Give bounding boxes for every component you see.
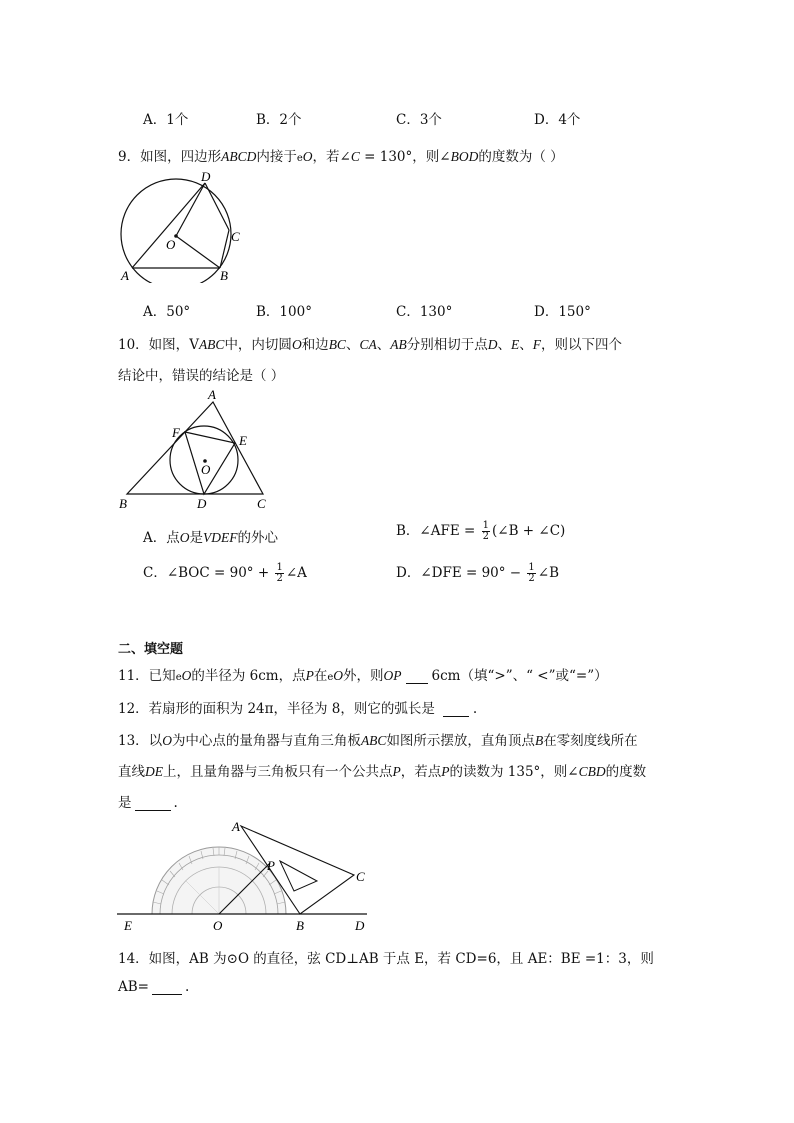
- q11-mid1: 的半径为 6cm，点: [191, 668, 306, 684]
- q9-label-b: B: [220, 268, 228, 283]
- q10-opt-a-post: 的外心: [237, 530, 278, 546]
- q12-post: .: [472, 701, 478, 717]
- q13-label-o: O: [213, 918, 223, 933]
- q11-stem: [118, 664, 608, 684]
- q10-label-a: A: [208, 387, 216, 402]
- q9-radius-ob: [176, 236, 220, 268]
- q14-line2-pre: AB=: [118, 979, 149, 995]
- q13-text-b: 为中心点的量角器与直角三角板: [171, 733, 361, 749]
- q11-op: OP: [383, 668, 402, 683]
- q12-pre: 12．若扇形的面积为 24π，半径为 8，则它的弧长是: [118, 701, 435, 717]
- q10-f: F: [532, 337, 541, 352]
- q13-line2-a: 直线: [118, 764, 145, 780]
- q11-p: P: [305, 668, 314, 683]
- q9-figure: [112, 168, 252, 283]
- q10-triangle-abc: ABC: [198, 337, 225, 352]
- q13-label-p: P: [267, 858, 275, 873]
- q9-circle-symbol: e: [296, 153, 303, 164]
- q13-text-c: 如图所示摆放，直角顶点: [386, 733, 535, 749]
- q10-text-b: 中，内切圆: [224, 337, 292, 353]
- q11-circle-symbol: e: [175, 672, 182, 683]
- q10-opt-c-fraction: [275, 563, 283, 584]
- q13-text-a: 13．以: [118, 733, 163, 749]
- q10-sep1: 、: [345, 337, 360, 353]
- q10-opt-d-post: ∠B: [537, 565, 560, 581]
- q9-side-dc: [205, 183, 229, 230]
- q10-sep4: 、: [519, 337, 533, 353]
- q11-circle-symbol-2: e: [327, 672, 334, 683]
- q13-o: O: [162, 733, 172, 748]
- q9-stem: [118, 145, 564, 165]
- q9-text-cond: ，若∠: [312, 149, 351, 165]
- q10-label-f: F: [172, 425, 180, 440]
- q9-text-before: 9．如图，四边形: [118, 149, 222, 165]
- q13-label-c: C: [356, 869, 365, 884]
- q13-p2: P: [441, 764, 450, 779]
- q13-de: DE: [145, 764, 163, 779]
- q9-bod: BOD: [450, 149, 479, 164]
- q8-option-d: D．4个: [534, 112, 581, 128]
- fraction-numerator: 1: [276, 562, 283, 573]
- q10-text-a: 10．如图，: [118, 337, 190, 353]
- q8-option-b: B．2个: [256, 112, 302, 128]
- q10-label-e: E: [239, 433, 247, 448]
- q9-option-c: C．130°: [396, 304, 453, 320]
- q10-label-d: D: [197, 496, 207, 511]
- q9-cond-value: = 130°，则∠: [359, 149, 451, 165]
- q13-line2-b: 上，且量角器与三角板只有一个公共点: [163, 764, 393, 780]
- q13-stem-line2: [118, 760, 646, 780]
- q13-stem-line1: [118, 729, 638, 749]
- q13-line3-end: .: [173, 795, 178, 811]
- q14-stem-line2: [118, 979, 189, 995]
- q11-mid2: 在: [313, 668, 328, 684]
- q9-circle: [121, 179, 231, 283]
- q14-answer-blank[interactable]: [152, 982, 182, 995]
- q10-text-e: ，则以下四个: [540, 337, 622, 353]
- q10-sep2: 、: [376, 337, 391, 353]
- q10-label-b: B: [119, 496, 127, 511]
- q13-answer-blank[interactable]: [135, 798, 171, 811]
- q14-stem-line1: 14．如图，AB 为⊙O 的直径，弦 CD⊥AB 于点 E，若 CD=6，且 AE：BE =1：3，则: [118, 951, 654, 967]
- fraction-denominator: 2: [482, 531, 489, 542]
- q10-label-o: O: [201, 462, 211, 477]
- fraction-denominator: 2: [528, 573, 535, 584]
- q13-line2-e: 的度数: [605, 764, 647, 780]
- q13-figure: [112, 815, 382, 937]
- q10-triangle-symbol: V: [189, 337, 199, 353]
- q10-text-c: 和边: [301, 337, 329, 353]
- q9-label-o: O: [166, 237, 176, 252]
- q13-cbd: CBD: [578, 764, 606, 779]
- q13-p: P: [392, 764, 401, 779]
- q10-sep3: 、: [497, 337, 511, 353]
- q10-triangle-abc-shape: [127, 402, 263, 494]
- q10-o: O: [291, 337, 302, 352]
- q13-line2-c: ，若点: [400, 764, 442, 780]
- q10-d: D: [487, 337, 498, 352]
- q13-label-a: A: [232, 819, 240, 834]
- q10-opt-c-post: ∠A: [285, 565, 307, 581]
- q10-ca: CA: [359, 337, 377, 352]
- q10-option-a: [143, 526, 278, 546]
- q13-stem-line3: [118, 791, 178, 811]
- q10-opt-d-fraction: [527, 563, 535, 584]
- q9-angle-c: C: [350, 149, 360, 164]
- q9-text-mid: 内接于: [256, 149, 297, 165]
- q11-o: O: [181, 668, 192, 683]
- q10-label-c: C: [257, 496, 266, 511]
- q13-b: B: [534, 733, 544, 748]
- q11-pre: 11．已知: [118, 668, 176, 684]
- q9-option-d: D．150°: [534, 304, 591, 320]
- q8-option-c: C．3个: [396, 112, 442, 128]
- q13-label-b: B: [296, 918, 304, 933]
- q10-text-d: 分别相切于点: [406, 337, 488, 353]
- q9-circle-label: O: [302, 149, 313, 164]
- q10-ab: AB: [390, 337, 407, 352]
- q10-stem-line1: [118, 333, 622, 353]
- q11-o2: O: [333, 668, 344, 683]
- q13-abc: ABC: [360, 733, 387, 748]
- q9-option-a: A．50°: [143, 304, 191, 320]
- q9-quad: ABCD: [221, 149, 257, 164]
- q10-opt-a-pre: A．点: [143, 530, 180, 546]
- protractor: [152, 847, 286, 914]
- q9-label-c: C: [231, 229, 240, 244]
- set-square-inner: [280, 861, 317, 891]
- q10-opt-b-pre: B．∠AFE =: [396, 523, 480, 539]
- section-heading-fill-in: 二、填空题: [118, 642, 184, 657]
- q10-option-d: [396, 561, 559, 584]
- q13-text-d: 在零刻度线所在: [543, 733, 638, 749]
- q10-opt-a-o: O: [179, 530, 190, 545]
- q9-label-d: D: [201, 169, 211, 184]
- q12-answer-blank[interactable]: [443, 704, 469, 717]
- q10-opt-b-fraction: [482, 521, 490, 542]
- q10-option-c: [143, 561, 307, 584]
- q9-side-cb: [220, 230, 229, 268]
- q10-bc: BC: [328, 337, 346, 352]
- q9-side-ad: [132, 183, 205, 268]
- fraction-numerator: 1: [528, 562, 535, 573]
- q10-opt-b-post: (∠B + ∠C): [491, 523, 566, 539]
- q10-opt-d-pre: D．∠DFE = 90° −: [396, 565, 526, 581]
- q9-option-b: B．100°: [256, 304, 312, 320]
- q9-radius-od: [176, 183, 205, 236]
- q10-opt-a-mid: 是: [189, 530, 203, 546]
- q9-text-end: 的度数为（ ）: [478, 149, 564, 165]
- q9-label-a: A: [121, 268, 129, 283]
- q8-option-a: A．1个: [143, 112, 189, 128]
- q13-label-d: D: [355, 918, 365, 933]
- fraction-numerator: 1: [482, 520, 489, 531]
- q10-figure: [115, 385, 275, 515]
- q11-mid3: 外，则: [343, 668, 384, 684]
- q13-line2-d: 的读数为 135°，则∠: [449, 764, 579, 780]
- q10-opt-a-tri: VDEF: [203, 530, 238, 545]
- q13-line3: 是: [118, 795, 132, 811]
- q10-opt-c-pre: C．∠BOC = 90° +: [143, 565, 274, 581]
- q12-stem: [118, 697, 477, 717]
- q13-label-e: E: [124, 918, 132, 933]
- fraction-denominator: 2: [276, 573, 283, 584]
- q14-line2-post: .: [184, 979, 190, 995]
- q10-stem-line2: 结论中，错误的结论是（ ）: [118, 368, 285, 384]
- q11-post: 6cm（填“>”、“ <”或“=”）: [431, 668, 608, 684]
- q10-option-b: [396, 519, 565, 542]
- q10-e: E: [510, 337, 520, 352]
- q11-answer-blank[interactable]: [406, 671, 428, 684]
